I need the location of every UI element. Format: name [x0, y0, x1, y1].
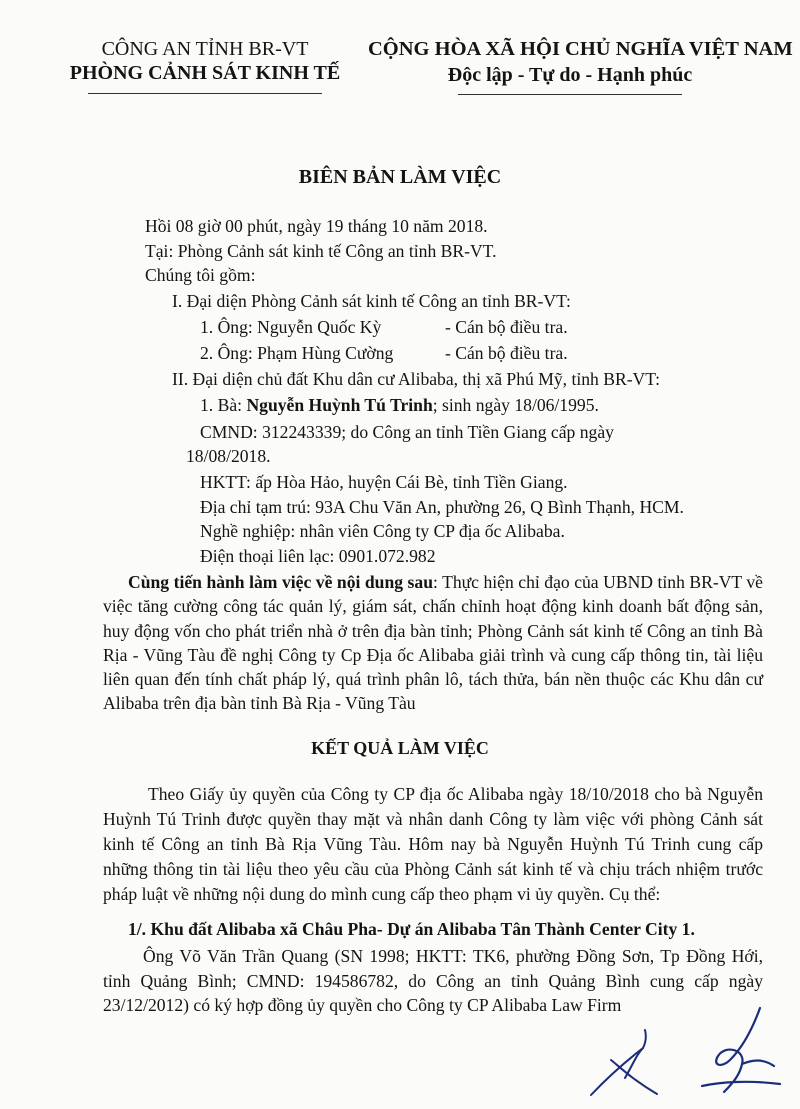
representative-line: [200, 394, 599, 416]
meeting-time: Hồi 08 giờ 00 phút, ngày 19 tháng 10 năm 2018.: [145, 216, 488, 236]
officer-1-name: 1. Ông: Nguyễn Quốc Kỳ: [200, 317, 382, 337]
representative-prefix: 1. Bà:: [200, 395, 247, 415]
temporary-address: Địa chỉ tạm trú: 93A Chu Văn An, phường 26, Q Bình Thạnh, HCM.: [200, 497, 684, 517]
header-right-underline: [458, 94, 682, 95]
representative-dob: ; sinh ngày 18/06/1995.: [432, 395, 599, 415]
results-paragraph: Theo Giấy ủy quyền của Công ty CP địa ốc Alibaba ngày 18/10/2018 cho bà Nguyễn Huỳnh Tú Trinh được quyền thay mặt và nhân danh Công ty làm việc với phòng Cảnh sát kinh tế Công an tỉnh Bà Rịa Vũng Tàu. Hôm nay bà Nguyễn Huỳnh Tú Trinh cung cấp những thông tin tài liệu theo yêu cầu của Phòng Cảnh sát kinh tế và chịu trách nhiệm trước pháp luật về những nội dung do mình cung cấp theo phạm vi ủy quyền. Cụ thể:: [103, 784, 763, 904]
officer-1-role: - Cán bộ điều tra.: [445, 317, 568, 337]
representative-name: Nguyễn Huỳnh Tú Trinh: [246, 395, 433, 415]
agency-name: CÔNG AN TỈNH BR-VT: [101, 38, 309, 60]
phone-number: Điện thoại liên lạc: 0901.072.982: [200, 546, 436, 566]
permanent-residence: HKTT: ấp Hòa Hảo, huyện Cái Bè, tỉnh Tiền Giang.: [200, 472, 568, 492]
content-paragraph: [103, 570, 763, 716]
section-1-heading: I. Đại diện Phòng Cảnh sát kinh tế Công an tỉnh BR-VT:: [172, 291, 571, 311]
officer-2-name: 2. Ông: Phạm Hùng Cường: [200, 343, 394, 363]
document-title: BIÊN BẢN LÀM VIỆC: [298, 166, 502, 188]
signature-mark-2: [690, 1000, 790, 1100]
results-heading: KẾT QUẢ LÀM VIỆC: [311, 738, 489, 758]
id-card-date: 18/08/2018.: [186, 446, 271, 466]
occupation: Nghề nghiệp: nhân viên Công ty CP địa ốc Alibaba.: [200, 521, 565, 541]
members-label: Chúng tôi gồm:: [145, 265, 256, 285]
section-2-heading: II. Đại diện chủ đất Khu dân cư Alibaba, thị xã Phú Mỹ, tỉnh BR-VT:: [172, 369, 661, 389]
content-text: : Thực hiện chỉ đạo của UBND tỉnh BR-VT về việc tăng cường công tác quản lý, giám sát, chấn chỉnh hoạt động kinh doanh bất động sản, huy động vốn cho phát triển nhà ở trên địa bàn tỉnh; Phòng Cảnh sát kinh tế Công an tỉnh Bà Rịa - Vũng Tàu đề nghị Công ty Cp Địa ốc Alibaba giải trình và cung cấp thông tin, tài liệu liên quan đến tính chất pháp lý, quá trình phân lô, tách thửa, bán nền thuộc các Khu dân cư Alibaba trên địa bàn tỉnh Bà Rịa - Vũng Tàu: [103, 572, 763, 714]
country-name: CỘNG HÒA XÃ HỘI CHỦ NGHĨA VIỆT NAM: [368, 38, 793, 60]
id-card-line: CMND: 312243339; do Công an tỉnh Tiền Giang cấp ngày: [200, 422, 614, 442]
signature-mark-1: [585, 1020, 675, 1105]
item-1-heading: 1/. Khu đất Alibaba xã Châu Pha- Dự án Alibaba Tân Thành Center City 1.: [128, 919, 695, 939]
national-motto: Độc lập - Tự do - Hạnh phúc: [447, 64, 693, 86]
officer-2-role: - Cán bộ điều tra.: [445, 343, 568, 363]
department-name: PHÒNG CẢNH SÁT KINH TẾ: [69, 62, 341, 84]
item-1-text: Ông Võ Văn Trần Quang (SN 1998; HKTT: TK6, phường Đồng Sơn, Tp Đồng Hới, tỉnh Quảng Bình; CMND: 194586782, do Công an tỉnh Quảng Bình cung cấp ngày 23/12/2012) có ký hợp đồng ủy quyền cho Công ty CP Alibaba Law Firm: [103, 946, 763, 1015]
header-left-underline: [88, 93, 322, 94]
meeting-place: Tại: Phòng Cảnh sát kinh tế Công an tỉnh BR-VT.: [145, 241, 497, 261]
content-label: Cùng tiến hành làm việc về nội dung sau: [128, 572, 433, 592]
